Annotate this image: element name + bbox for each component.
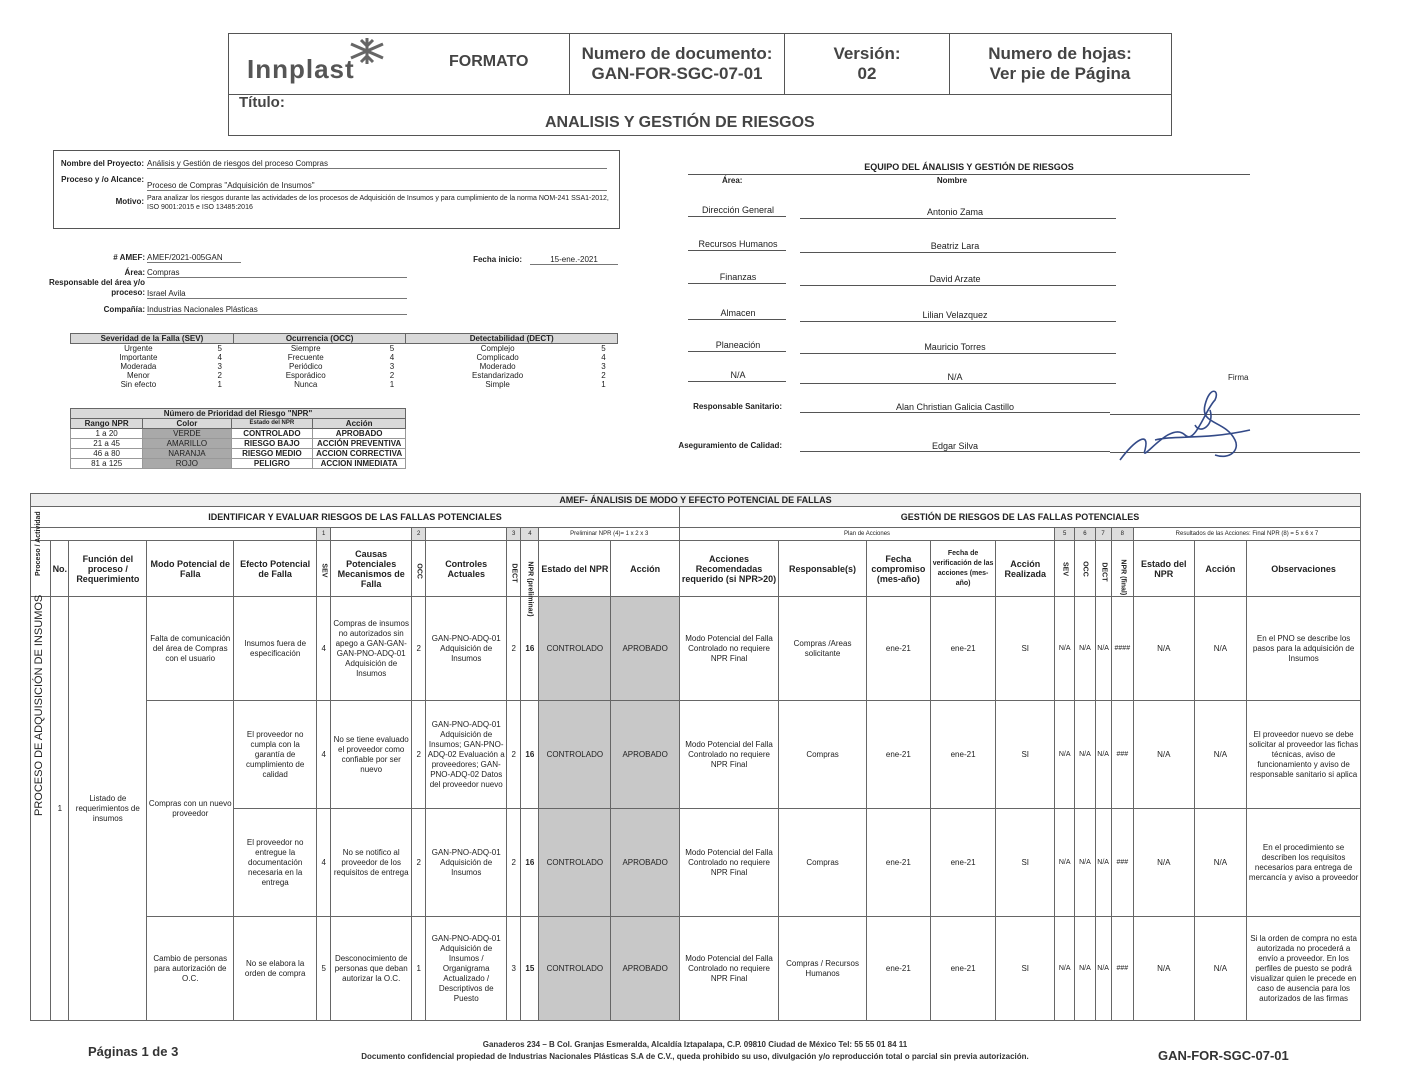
sev-cell: 5 (317, 917, 331, 1021)
dect-cell: 3 (507, 917, 521, 1021)
col-funcion: Función del proceso / Requerimiento (69, 541, 147, 597)
modo-cell: Falta de comunicación del área de Compras con el usuario (147, 597, 234, 701)
n2: 2 (412, 528, 426, 541)
plan-note: Plan de Acciones (680, 528, 1055, 541)
efecto-cell: El proveedor no entregue la documentación necesaria en la entrega (234, 809, 317, 917)
doc-number-cell (569, 34, 785, 94)
col-accion: Acción (611, 541, 680, 597)
dect-title: Detectabilidad (DECT) (406, 334, 618, 344)
dect-cell: 2 (507, 597, 521, 701)
doc-number-value: GAN-FOR-SGC-07-01 (591, 64, 763, 83)
project-box (53, 150, 620, 229)
compania-label: Compañía: (103, 305, 145, 314)
accion-cell: APROBADO (611, 917, 680, 1021)
npr-row (71, 439, 406, 449)
col-responsable: Responsable(s) (779, 541, 867, 597)
resp-sanitario-value: Alan Christian Galicia Castillo (800, 402, 1110, 413)
recomendada-cell: Modo Potencial del Falla Controlado no requiere NPR Final (680, 917, 779, 1021)
team-nombre: Antonio Zama (926, 207, 984, 217)
col-proceso: Proceso / Actividad (35, 510, 42, 576)
scale-sevn: 2 (217, 371, 222, 380)
page-title: ANALISIS Y GESTIÓN DE RIESGOS (545, 114, 815, 131)
table-row (31, 597, 1361, 701)
col-sev2: SEV (1061, 561, 1069, 576)
scale-row (71, 344, 618, 354)
col-causas: Causas Potenciales Mecanismos de Falla (331, 541, 412, 597)
scale-sev: Sin efecto (120, 380, 157, 389)
dect-cell: 2 (507, 701, 521, 809)
npr-rango: 81 a 125 (71, 459, 143, 469)
amef-right-title: GESTIÓN DE RIESGOS DE LAS FALLAS POTENCIALES (680, 507, 1361, 528)
fecha-cell: ene-21 (867, 597, 931, 701)
estado2-cell: N/A (1133, 701, 1194, 809)
nprf-cell: ### (1111, 701, 1133, 809)
scale-sevn: 5 (217, 344, 222, 353)
estado-cell: CONTROLADO (539, 809, 611, 917)
accion-cell: APROBADO (611, 597, 680, 701)
team-title: EQUIPO DEL ÁNALISIS Y GESTIÓN DE RIESGOS (864, 162, 1074, 172)
aseg-calidad-label: Aseguramiento de Calidad: (678, 441, 782, 450)
realizada-cell: SI (996, 917, 1055, 1021)
accion2-cell: N/A (1194, 597, 1247, 701)
sev-cell: 4 (317, 809, 331, 917)
n5: 5 (1055, 528, 1075, 541)
n3: 3 (507, 528, 521, 541)
scale-occn: 5 (389, 344, 395, 353)
npr-cell: 16 (521, 809, 539, 917)
pages-value: Ver pie de Página (989, 64, 1131, 83)
table-row (31, 917, 1361, 1021)
scale-dect: Complejo (480, 344, 515, 353)
responsable-cell: Compras (779, 701, 867, 809)
fechaver-cell: ene-21 (930, 917, 996, 1021)
fechaver-cell: ene-21 (930, 809, 996, 917)
resp-sanitario-label: Responsable Sanitario: (693, 402, 782, 411)
npr-estado: PELIGRO (231, 459, 313, 469)
proceso-cell (31, 594, 51, 1021)
area-label: Área: (124, 268, 145, 277)
footer-confidential: Documento confidencial propiedad de Industrias Nacionales Plásticas S.A de C.V., queda prohibido su uso, divulgación y/o reproducción total o parcial sin previa autorización. (361, 1052, 1029, 1061)
scale-dectn: 2 (601, 371, 606, 380)
scale-dectn: 5 (601, 344, 606, 353)
motive-value: Para analizar los riesgos durante las actividades de los procesos de Adquisición de Insumos y para cumplimiento de la norma NOM-241 SSA1-2012, ISO 9001:2015 e ISO 13485:2016 (147, 195, 609, 211)
occ-cell: 2 (412, 701, 426, 809)
resultados-note: Resultados de las Acciones: Final NPR (8) = 5 x 6 x 7 (1133, 528, 1360, 541)
sev-cell: 4 (317, 701, 331, 809)
scale-occn: 2 (389, 371, 395, 380)
scale-sevn: 1 (217, 380, 222, 389)
npr-color: NARANJA (143, 449, 231, 459)
n6: 6 (1075, 528, 1095, 541)
estado-cell: CONTROLADO (539, 597, 611, 701)
n1: 1 (317, 528, 331, 541)
version-label: Versión: (833, 44, 901, 63)
col-no: No. (51, 541, 69, 597)
scale-occn: 3 (389, 362, 395, 371)
doc-number-label: Numero de documento: (581, 44, 773, 63)
npr-h-color: Color (143, 419, 231, 429)
version-cell (785, 34, 950, 94)
col-estado: Estado del NPR (539, 541, 611, 597)
scale-row (71, 362, 618, 371)
col-realizada: Acción Realizada (996, 541, 1055, 597)
signature-icon (1115, 380, 1255, 470)
npr-row (71, 449, 406, 459)
fecha-inicio-value: 15-ene.-2021 (530, 255, 618, 265)
amef-value: AMEF/2021-005GAN (147, 253, 241, 263)
occ2-cell: N/A (1075, 917, 1095, 1021)
control-cell: GAN-PNO-ADQ-01 Adquisición de Insumos (426, 597, 507, 701)
accion2-cell: N/A (1194, 917, 1247, 1021)
scale-row (71, 353, 618, 362)
team-nombre: Mauricio Torres (924, 342, 986, 352)
fecha-cell: ene-21 (867, 917, 931, 1021)
team-h-area: Área: (722, 176, 743, 185)
recomendada-cell: Modo Potencial del Falla Controlado no requiere NPR Final (680, 597, 779, 701)
modo-cell: Compras con un nuevo proveedor (147, 701, 234, 917)
scale-occ: Frecuente (287, 353, 324, 362)
npr-accion: ACCION INMEDIATA (313, 459, 406, 469)
fecha-inicio-label: Fecha inicio: (473, 255, 522, 264)
sev2-cell: N/A (1055, 597, 1075, 701)
estado-cell: CONTROLADO (539, 917, 611, 1021)
npr-cell: 16 (521, 597, 539, 701)
occ2-cell: N/A (1075, 701, 1095, 809)
dect-cell: 2 (507, 809, 521, 917)
scale-dect: Moderado (479, 362, 516, 371)
estado2-cell: N/A (1133, 597, 1194, 701)
fechaver-cell: ene-21 (930, 597, 996, 701)
realizada-cell: SI (996, 597, 1055, 701)
scale-sev: Moderada (120, 362, 157, 371)
amef-table (30, 493, 1361, 1021)
team-h-firma: Firma (1228, 373, 1249, 382)
npr-h-estado: Estado del NPR (231, 419, 313, 429)
scale-occ: Esporádico (285, 371, 326, 380)
motive-label: Motivo: (115, 197, 144, 206)
n7: 7 (1095, 528, 1111, 541)
team-area: Almacen (720, 308, 756, 318)
accion2-cell: N/A (1194, 809, 1247, 917)
npr-accion: APROBADO (313, 429, 406, 439)
col-estado2: Estado del NPR (1133, 541, 1194, 597)
scale-sev: Urgente (124, 344, 153, 353)
occ-cell: 2 (412, 597, 426, 701)
modo-cell: Cambio de personas para autorización de O.C. (147, 917, 234, 1021)
obs-cell: En el procedimiento se describen los requisitos necesarios para entrega de mercancía y aviso a proveedor (1247, 809, 1361, 917)
accion-cell: APROBADO (611, 701, 680, 809)
control-cell: GAN-PNO-ADQ-01 Adquisición de Insumos; GAN-PNO-ADQ-02 Evaluación a proveedores; GAN-PNO-ADQ-02 Datos del proveedor nuevo (426, 701, 507, 809)
scale-row (71, 371, 618, 380)
team-area: Recursos Humanos (698, 239, 778, 249)
sev2-cell: N/A (1055, 701, 1075, 809)
occ-cell: 1 (412, 917, 426, 1021)
col-fechaver: Fecha de verificación de las acciones (mes-año) (930, 541, 996, 597)
control-cell: GAN-PNO-ADQ-01 Adquisición de Insumos / Organigrama Actualizado / Descriptivos de Puesto (426, 917, 507, 1021)
occ2-cell: N/A (1075, 597, 1095, 701)
project-name-label: Nombre del Proyecto: (60, 159, 144, 168)
responsable-label: Responsable del área y/o proceso: (48, 278, 145, 297)
col-obs: Observaciones (1247, 541, 1361, 597)
team-nombre: Beatriz Lara (930, 241, 980, 251)
col-dect2: DECT (1100, 561, 1108, 581)
causa-cell: Desconocimiento de personas que deban autorizar la O.C. (331, 917, 412, 1021)
estado-cell: CONTROLADO (539, 701, 611, 809)
pages-label: Numero de hojas: (988, 44, 1132, 63)
col-nprf: NPR (final) (1119, 558, 1127, 595)
col-npr: NPR (preliminar) (526, 560, 534, 617)
scale-dect: Estandarizado (472, 371, 524, 380)
npr-accion: ACCIÓN PREVENTIVA (313, 439, 406, 449)
estado2-cell: N/A (1133, 917, 1194, 1021)
npr-row (71, 459, 406, 469)
scale-row (71, 380, 618, 389)
scales-table (70, 333, 618, 389)
col-controles: Controles Actuales (426, 541, 507, 597)
scale-occ: Nunca (294, 380, 318, 389)
causa-cell: No se notifico al proveedor de los requisitos de entrega (331, 809, 412, 917)
nprf-cell: ### (1111, 917, 1133, 1021)
document-header (228, 33, 1172, 136)
accion-cell: APROBADO (611, 809, 680, 917)
col-occ2: OCC (1081, 560, 1089, 577)
aseg-calidad-value: Edgar Silva (800, 441, 1110, 452)
npr-rango: 1 a 20 (71, 429, 143, 439)
npr-title: Número de Prioridad del Riesgo "NPR" (71, 409, 406, 419)
npr-h-accion: Acción (313, 419, 406, 429)
n8: 8 (1111, 528, 1133, 541)
scale-dectn: 3 (601, 362, 606, 371)
scale-sevn: 4 (217, 353, 222, 362)
npr-estado: RIESGO BAJO (231, 439, 313, 449)
recomendada-cell: Modo Potencial del Falla Controlado no requiere NPR Final (680, 809, 779, 917)
sev2-cell: N/A (1055, 917, 1075, 1021)
sev2-cell: N/A (1055, 809, 1075, 917)
amef-left-title: IDENTIFICAR Y EVALUAR RIESGOS DE LAS FALLAS POTENCIALES (31, 507, 680, 528)
nprf-cell: #### (1111, 597, 1133, 701)
npr-color: ROJO (143, 459, 231, 469)
occ-cell: 2 (412, 809, 426, 917)
sev-title: Severidad de la Falla (SEV) (71, 334, 234, 344)
estado2-cell: N/A (1133, 809, 1194, 917)
team-area: Dirección General (701, 205, 775, 215)
scale-sevn: 3 (217, 362, 222, 371)
npr-h-rango: Rango NPR (71, 419, 143, 429)
causa-cell: Compras de insumos no autorizados sin apego a GAN-GAN-GAN-PNO-ADQ-01 Adquisición de Insumos (331, 597, 412, 701)
npr-cell: 15 (521, 917, 539, 1021)
npr-estado: CONTROLADO (231, 429, 313, 439)
realizada-cell: SI (996, 701, 1055, 809)
obs-cell: Si la orden de compra no esta autorizada no procederá a envío a proveedor. En los perfiles de puesto se podrá visualizar quien le precede en caso de ausencia para los autorizados de las firmas (1247, 917, 1361, 1021)
responsable-cell: Compras /Areas solicitante (779, 597, 867, 701)
titulo-label: Título: (239, 94, 285, 111)
footer-code: GAN-FOR-SGC-07-01 (1158, 1048, 1289, 1063)
npr-accion: ACCION CORRECTIVA (313, 449, 406, 459)
dect2-cell: N/A (1095, 701, 1111, 809)
team-area: Planeación (715, 340, 761, 350)
team-area: N/A (730, 370, 746, 380)
logo-area (229, 34, 569, 94)
col-modo: Modo Potencial de Falla (147, 541, 234, 597)
footer-address: Ganaderos 234 – B Col. Granjas Esmeralda, Alcaldía Iztapalapa, C.P. 09810 Ciudad de México Tel: 55 55 01 84 11 (482, 1040, 908, 1049)
scale-occn: 1 (389, 380, 395, 389)
efecto-cell: No se elabora la orden de compra (234, 917, 317, 1021)
dect2-cell: N/A (1095, 917, 1111, 1021)
scale-sev: Importante (119, 353, 158, 362)
occ-title: Ocurrencia (OCC) (233, 334, 406, 344)
fecha-cell: ene-21 (867, 809, 931, 917)
process-value: Proceso de Compras "Adquisición de Insumos" (147, 181, 607, 191)
scale-occn: 4 (389, 353, 395, 362)
area-value: Compras (147, 268, 407, 278)
occ2-cell: N/A (1075, 809, 1095, 917)
sev-cell: 4 (317, 597, 331, 701)
scale-sev: Menor (127, 371, 150, 380)
pages-cell (951, 34, 1169, 94)
formato-label: FORMATO (449, 53, 529, 70)
team-area: Finanzas (719, 272, 757, 282)
scale-dectn: 1 (601, 380, 606, 389)
col-sev: SEV (320, 562, 328, 577)
project-name-value: Análisis y Gestión de riesgos del proceso Compras (147, 159, 607, 169)
causa-cell: No se tiene evaluado el proveedor como confiable por ser nuevo (331, 701, 412, 809)
footer-pages: Páginas 1 de 3 (88, 1044, 179, 1059)
row-no: 1 (51, 597, 69, 1021)
team-h-nombre: Nombre (936, 176, 968, 185)
realizada-cell: SI (996, 809, 1055, 917)
col-fecha: Fecha compromiso (mes-año) (867, 541, 931, 597)
efecto-cell: Insumos fuera de especificación (234, 597, 317, 701)
team-nombre: David Arzate (929, 274, 981, 284)
obs-cell: El proveedor nuevo se debe solicitar al proveedor las fichas técnicas, aviso de funcionamiento y aviso de responsable sanitario si aplica (1247, 701, 1361, 809)
recomendada-cell: Modo Potencial del Falla Controlado no requiere NPR Final (680, 701, 779, 809)
process-label: Proceso y /o Alcance: (61, 175, 144, 184)
amef-title: AMEF- ÁNALISIS DE MODO Y EFECTO POTENCIAL DE FALLAS (31, 494, 1361, 507)
control-cell: GAN-PNO-ADQ-01 Adquisición de Insumos (426, 809, 507, 917)
accion2-cell: N/A (1194, 701, 1247, 809)
obs-cell: En el PNO se describe los pasos para la adquisición de Insumos (1247, 597, 1361, 701)
npr-estado: RIESGO MEDIO (231, 449, 313, 459)
scale-dectn: 4 (601, 353, 606, 362)
version-value: 02 (857, 64, 877, 83)
col-dect: DECT (510, 562, 518, 582)
prelim-note: Preliminar NPR (4)= 1 x 2 x 3 (539, 528, 680, 541)
fecha-cell: ene-21 (867, 701, 931, 809)
npr-cell: 16 (521, 701, 539, 809)
npr-rango: 21 a 45 (71, 439, 143, 449)
dect2-cell: N/A (1095, 809, 1111, 917)
proceso-name: PROCESO DE ADQUISICIÓN DE INSUMOS (33, 594, 45, 816)
amef-label: # AMEF: (113, 253, 145, 262)
scale-occ: Siempre (290, 344, 321, 353)
dect2-cell: N/A (1095, 597, 1111, 701)
efecto-cell: El proveedor no cumpla con la garantía de cumplimiento de calidad (234, 701, 317, 809)
col-accion2: Acción (1194, 541, 1247, 597)
npr-color: AMARILLO (143, 439, 231, 449)
nprf-cell: ### (1111, 809, 1133, 917)
fechaver-cell: ene-21 (930, 701, 996, 809)
scale-occ: Periódico (289, 362, 323, 371)
logo-text: Innplast (247, 54, 355, 84)
npr-row (71, 429, 406, 439)
scale-dect: Simple (485, 380, 510, 389)
funcion-cell: Listado de requerimientos de insumos (69, 597, 147, 1021)
responsable-cell: Compras / Recursos Humanos (779, 917, 867, 1021)
npr-rango: 46 a 80 (71, 449, 143, 459)
npr-table (70, 408, 406, 469)
scale-dect: Complicado (476, 353, 519, 362)
npr-color: VERDE (143, 429, 231, 439)
responsable-value: Israel Avila (147, 289, 407, 299)
n4: 4 (521, 528, 539, 541)
col-occ: OCC (415, 562, 423, 579)
responsable-cell: Compras (779, 809, 867, 917)
team-nombre: N/A (947, 372, 963, 382)
compania-value: Industrias Nacionales Plásticas (147, 305, 407, 315)
col-efecto: Efecto Potencial de Falla (234, 541, 317, 597)
team-nombre: Lilian Velazquez (922, 310, 988, 320)
col-acciones: Acciones Recomendadas requerido (si NPR>20) (680, 541, 779, 597)
table-row (31, 701, 1361, 809)
